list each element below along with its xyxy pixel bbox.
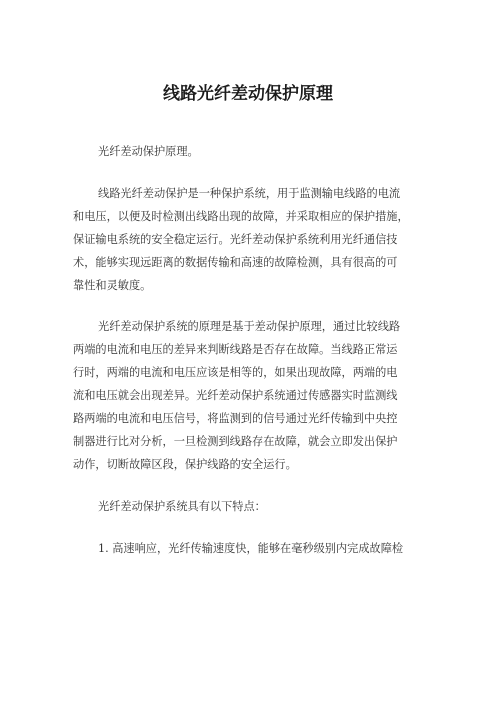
paragraph-2-line-4: 流和电压就会出现差异。光纤差动保护系统通过传感器实时监测线 [73,389,398,402]
paragraph-2-line-3: 行时，两端的电流和电压应该是相等的，如果出现故障，两端的电 [73,366,398,379]
paragraph-1-line-4: 术，能够实现远距离的数据传输和高速的故障检测，具有很高的可 [73,256,398,269]
paragraph-1-line-1: 线路光纤差动保护是一种保护系统，用于监测输电线路的电流 [98,187,401,200]
paragraph-2-line-5: 路两端的电流和电压信号，将监测到的信号通过光纤传输到中央控 [73,412,398,425]
paragraph-2-line-1: 光纤差动保护系统的原理是基于差动保护原理，通过比较线路 [98,320,401,333]
paragraph-1-line-3: 保证输电系统的安全稳定运行。光纤差动保护系统利用光纤通信技 [73,233,398,246]
feature-item-1-line-1: 1. 高速响应，光纤传输速度快，能够在毫秒级别内完成故障检 [98,542,404,555]
paragraph-1-line-2: 和电压，以便及时检测出线路出现的故障，并采取相应的保护措施， [73,210,409,223]
document-title: 线路光纤差动保护原理 [163,84,333,104]
paragraph-2-line-2: 两端的电流和电压的差异来判断线路是否存在故障。当线路正常运 [73,343,398,356]
paragraph-2-line-7: 动作，切断故障区段，保护线路的安全运行。 [73,458,297,471]
paragraph-2-line-6: 制器进行比对分析，一旦检测到线路存在故障，就会立即发出保护 [73,435,398,448]
intro-line: 光纤差动保护原理。 [98,145,199,158]
paragraph-1-line-5: 靠性和灵敏度。 [73,279,152,292]
features-intro-line: 光纤差动保护系统具有以下特点： [98,500,266,513]
